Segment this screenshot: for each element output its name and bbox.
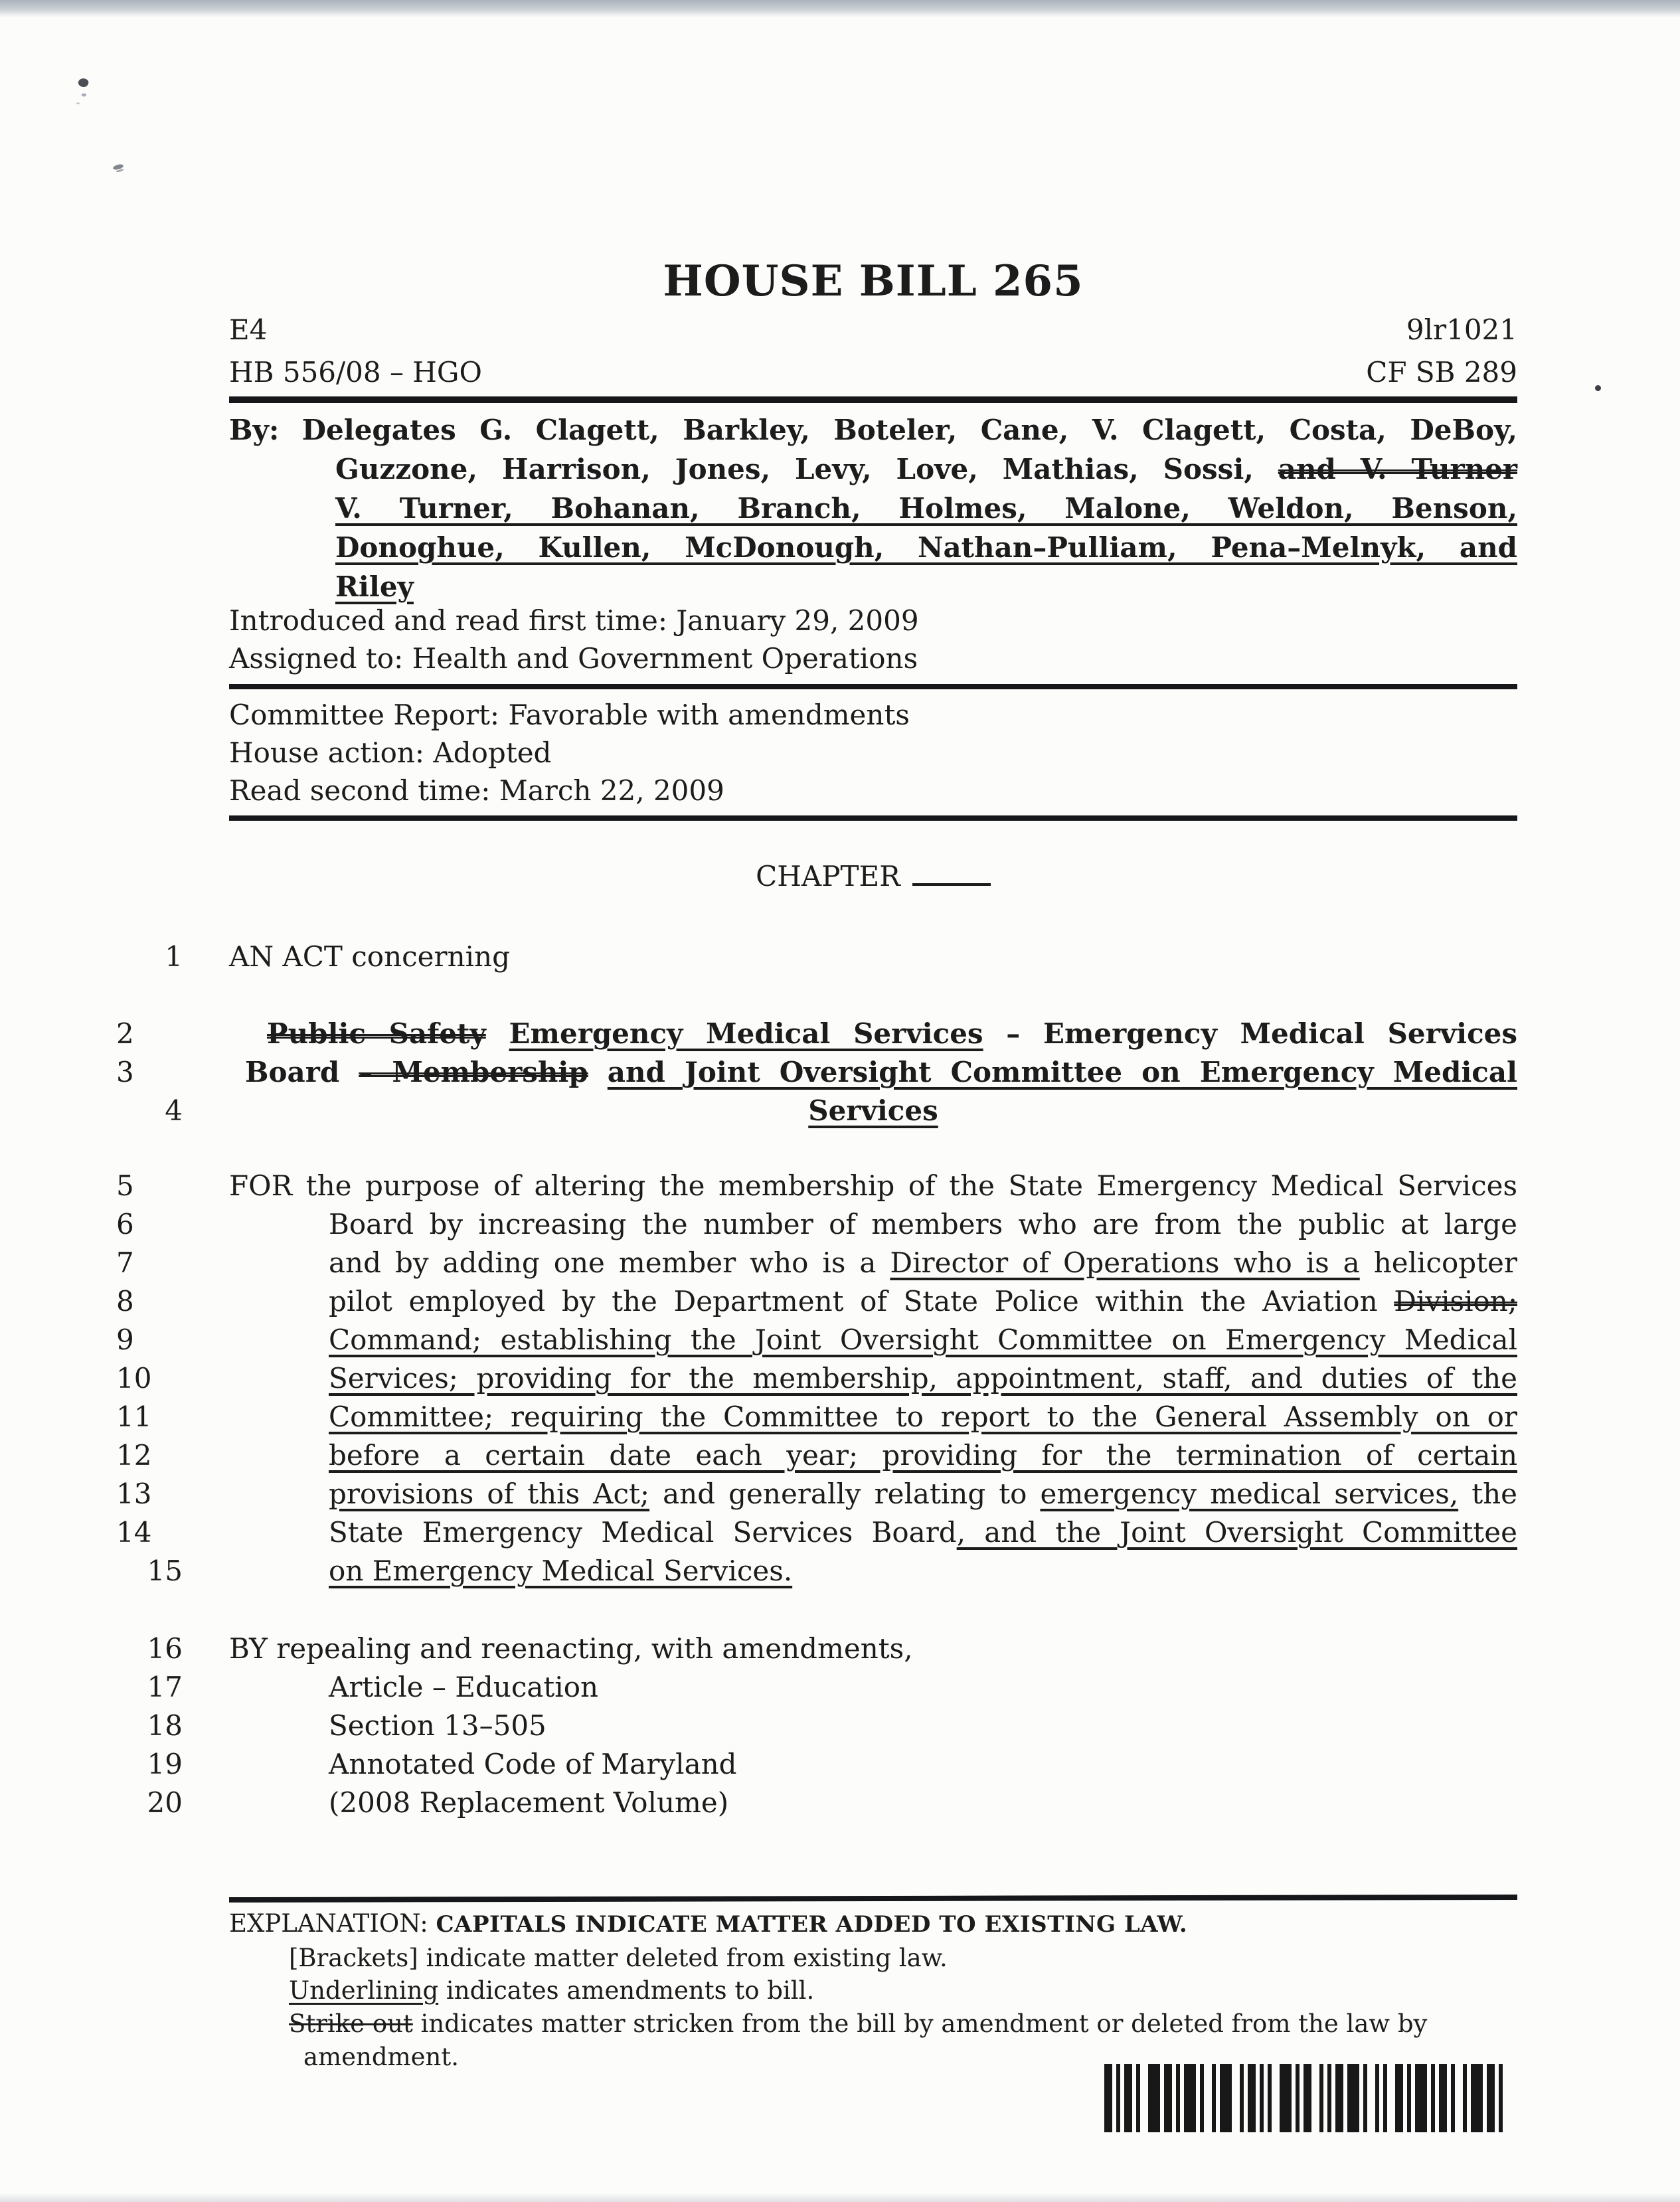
barcode-bar xyxy=(1335,2064,1343,2132)
chapter-label: CHAPTER xyxy=(756,860,900,892)
line-number: 14 xyxy=(116,1516,152,1549)
prior-version-ref: HB 556/08 – HGO xyxy=(229,356,482,388)
text-segment: Division; xyxy=(1394,1285,1517,1317)
act-line xyxy=(147,1707,1517,1745)
explanation-heading xyxy=(229,1908,1517,1940)
text-segment: – Membership xyxy=(359,1056,588,1088)
barcode-gap xyxy=(1387,2064,1395,2132)
line-number: 20 xyxy=(147,1786,183,1819)
barcode-bar xyxy=(1148,2064,1160,2132)
barcode-gap xyxy=(1140,2064,1148,2132)
barcode-bar xyxy=(1280,2064,1292,2132)
act-line xyxy=(165,1092,1517,1130)
barcode-bar xyxy=(1164,2064,1172,2132)
text-segment: and generally relating to xyxy=(649,1478,1041,1510)
sponsor-line xyxy=(229,450,1517,489)
text-segment: Emergency Medical Services xyxy=(509,1017,983,1050)
drafting-number: 9lr1021 xyxy=(1406,313,1517,346)
sponsor-line xyxy=(229,489,1517,528)
barcode-bar xyxy=(1471,2064,1483,2132)
text-segment: V. Turner, Bohanan, Branch, Holmes, Malone, Weldon, Benson, xyxy=(335,492,1517,525)
barcode-bar xyxy=(1347,2064,1359,2132)
barcode-bar xyxy=(1248,2064,1256,2132)
act-line xyxy=(116,1167,1517,1205)
text-segment: Command; establishing the Joint Oversight Committee on Emergency Medical xyxy=(329,1323,1517,1356)
barcode-bar xyxy=(1220,2064,1232,2132)
divider xyxy=(229,684,1517,689)
strikeout-note: indicates matter stricken from the bill by amendment or deleted from the law by xyxy=(412,2009,1428,2038)
act-line xyxy=(147,1668,1517,1707)
line-number: 12 xyxy=(116,1439,152,1472)
text-segment: AN ACT concerning xyxy=(229,940,510,973)
barcode-gap xyxy=(1311,2064,1319,2132)
barcode-gap xyxy=(1272,2064,1280,2132)
act-line xyxy=(147,1552,1517,1590)
chapter-heading xyxy=(229,859,1517,892)
text-segment: pilot employed by the Department of State Police within the Aviation xyxy=(329,1285,1394,1317)
barcode-bar xyxy=(1487,2064,1495,2132)
line-number: 1 xyxy=(165,940,183,973)
text-segment: Services; providing for the membership, appointment, staff, and duties of the xyxy=(329,1362,1517,1395)
first-reading-line: Introduced and read first time: January 29, 2009 xyxy=(229,604,919,637)
text-segment: , and the Joint Oversight Committee xyxy=(956,1516,1517,1549)
underlining-note: indicates amendments to bill. xyxy=(438,1976,815,2005)
text-segment: BY repealing and reenacting, with amendments, xyxy=(229,1632,913,1665)
act-line xyxy=(116,1282,1517,1321)
text-segment: Director of Operations who is a xyxy=(890,1246,1360,1279)
text-segment: Section 13–505 xyxy=(329,1709,546,1742)
act-line xyxy=(116,1321,1517,1359)
text-segment xyxy=(486,1017,509,1050)
text-segment: provisions of this Act; xyxy=(329,1478,650,1510)
committee-report-line: Committee Report: Favorable with amendments xyxy=(229,699,910,731)
header-row-1 xyxy=(229,315,1517,345)
text-segment: Public Safety xyxy=(267,1017,486,1050)
line-number: 9 xyxy=(116,1323,134,1356)
act-line xyxy=(165,938,1517,976)
bill-title: HOUSE BILL 265 xyxy=(663,256,1084,306)
act-line xyxy=(116,1436,1517,1475)
act-line xyxy=(116,1513,1517,1552)
strikeout-word: Strike out xyxy=(289,2009,413,2038)
barcode-bar xyxy=(1184,2064,1196,2132)
sponsor-line xyxy=(229,410,1517,450)
act-line xyxy=(116,1398,1517,1436)
text-segment: Donoghue, Kullen, McDonough, Nathan–Pulliam, Pena–Melnyk, and xyxy=(335,531,1517,564)
line-number: 11 xyxy=(116,1400,152,1433)
line-number: 6 xyxy=(116,1208,134,1240)
assigned-line: Assigned to: Health and Government Operations xyxy=(229,642,918,675)
text-segment: State Emergency Medical Services Board xyxy=(329,1516,957,1549)
text-segment: Annotated Code of Maryland xyxy=(329,1748,737,1780)
line-number: 13 xyxy=(116,1478,152,1510)
cross-file-ref: CF SB 289 xyxy=(1366,356,1517,388)
text-segment: the xyxy=(1458,1478,1518,1510)
text-segment: and by adding one member who is a xyxy=(329,1246,890,1279)
barcode-gap xyxy=(1455,2064,1463,2132)
act-line xyxy=(116,1359,1517,1398)
text-segment: (2008 Replacement Volume) xyxy=(329,1786,729,1819)
sponsor-lead: By: xyxy=(229,414,280,446)
sponsor-line xyxy=(229,528,1517,567)
text-segment: Article – Education xyxy=(329,1671,599,1703)
explanation-label: EXPLANATION: xyxy=(229,1909,428,1938)
act-line xyxy=(116,1475,1518,1513)
barcode-bar xyxy=(1303,2064,1311,2132)
scan-speck xyxy=(112,163,124,171)
text-segment: emergency medical services, xyxy=(1040,1478,1459,1510)
line-number: 19 xyxy=(147,1748,183,1780)
text-segment: FOR the purpose of altering the membership of the State Emergency Medical Services xyxy=(229,1169,1517,1202)
barcode-gap xyxy=(1232,2064,1240,2132)
barcode-gap xyxy=(1367,2064,1375,2132)
text-segment: – Emergency Medical Services xyxy=(983,1017,1518,1050)
divider xyxy=(229,815,1517,821)
text-segment: and V. Turner xyxy=(1278,453,1518,485)
subject-code: E4 xyxy=(229,313,268,346)
bill-content xyxy=(116,0,1518,2202)
underlining-word: Underlining xyxy=(289,1976,439,2005)
purpose-clause-group xyxy=(116,1167,1518,1590)
divider xyxy=(229,396,1517,403)
line-number: 17 xyxy=(147,1671,183,1703)
chapter-blank-line xyxy=(912,859,991,886)
underlining-note-line xyxy=(229,1976,1517,2006)
text-segment xyxy=(588,1056,608,1088)
line-number: 8 xyxy=(116,1285,134,1317)
line-number: 5 xyxy=(116,1169,134,1202)
line-number: 18 xyxy=(147,1709,183,1742)
sponsors-block xyxy=(229,410,1517,606)
line-number: 10 xyxy=(116,1362,152,1395)
text-segment: helicopter xyxy=(1359,1246,1517,1279)
text-segment: Committee; requiring the Committee to report to the General Assembly on or xyxy=(329,1400,1517,1433)
strikeout-note-line xyxy=(229,2009,1517,2039)
act-line xyxy=(147,1745,1517,1784)
brackets-note-line: [Brackets] indicate matter deleted from existing law. xyxy=(289,1944,948,1972)
line-number: 15 xyxy=(147,1555,183,1587)
act-clause-group xyxy=(165,938,1517,976)
act-title-group xyxy=(116,1015,1518,1130)
line-number: 4 xyxy=(165,1094,183,1127)
divider xyxy=(229,1895,1517,1903)
act-line xyxy=(116,1205,1517,1244)
line-number: 16 xyxy=(147,1632,183,1665)
barcode-bar xyxy=(1415,2064,1427,2132)
text-segment: Delegates G. Clagett, Barkley, Boteler, Cane, V. Clagett, Costa, DeBoy, xyxy=(301,414,1518,446)
text-segment: Guzzone, Harrison, Jones, Levy, Love, Mathias, Sossi, xyxy=(335,453,1278,485)
text-segment: Services xyxy=(808,1094,938,1127)
barcode-bar xyxy=(1104,2064,1112,2132)
text-segment: Riley xyxy=(335,570,414,603)
act-line xyxy=(116,1015,1518,1053)
text-segment: before a certain date each year; providing for the termination of certain xyxy=(329,1439,1517,1472)
barcode-bar xyxy=(1439,2064,1447,2132)
act-line xyxy=(147,1630,1517,1668)
act-line xyxy=(116,1244,1517,1282)
act-line xyxy=(147,1784,1517,1822)
scan-speck xyxy=(1595,385,1601,391)
barcode-gap xyxy=(1204,2064,1212,2132)
capitals-note: CAPITALS INDICATE MATTER ADDED TO EXISTING LAW. xyxy=(436,1911,1188,1938)
text-segment: and Joint Oversight Committee on Emergency Medical xyxy=(607,1056,1518,1088)
house-action-line: House action: Adopted xyxy=(229,736,552,769)
barcode-bar xyxy=(1124,2064,1132,2132)
barcode-bar xyxy=(1395,2064,1403,2132)
line-number: 2 xyxy=(116,1017,134,1050)
text-segment: Board xyxy=(245,1056,359,1088)
second-reading-line: Read second time: March 22, 2009 xyxy=(229,774,724,807)
strikeout-note-continuation: amendment. xyxy=(303,2043,459,2071)
act-line xyxy=(116,1053,1518,1092)
barcode xyxy=(1104,2064,1503,2132)
sponsor-line xyxy=(229,567,1517,606)
repeal-clause-group xyxy=(147,1630,1517,1822)
text-segment: on Emergency Medical Services. xyxy=(329,1555,793,1587)
header-row-2 xyxy=(229,357,1517,388)
text-segment: Board by increasing the number of members who are from the public at large xyxy=(329,1208,1517,1240)
scan-speck xyxy=(77,77,90,88)
line-number: 7 xyxy=(116,1246,134,1279)
line-number: 3 xyxy=(116,1056,134,1088)
scan-edge-bottom xyxy=(0,2193,1680,2202)
